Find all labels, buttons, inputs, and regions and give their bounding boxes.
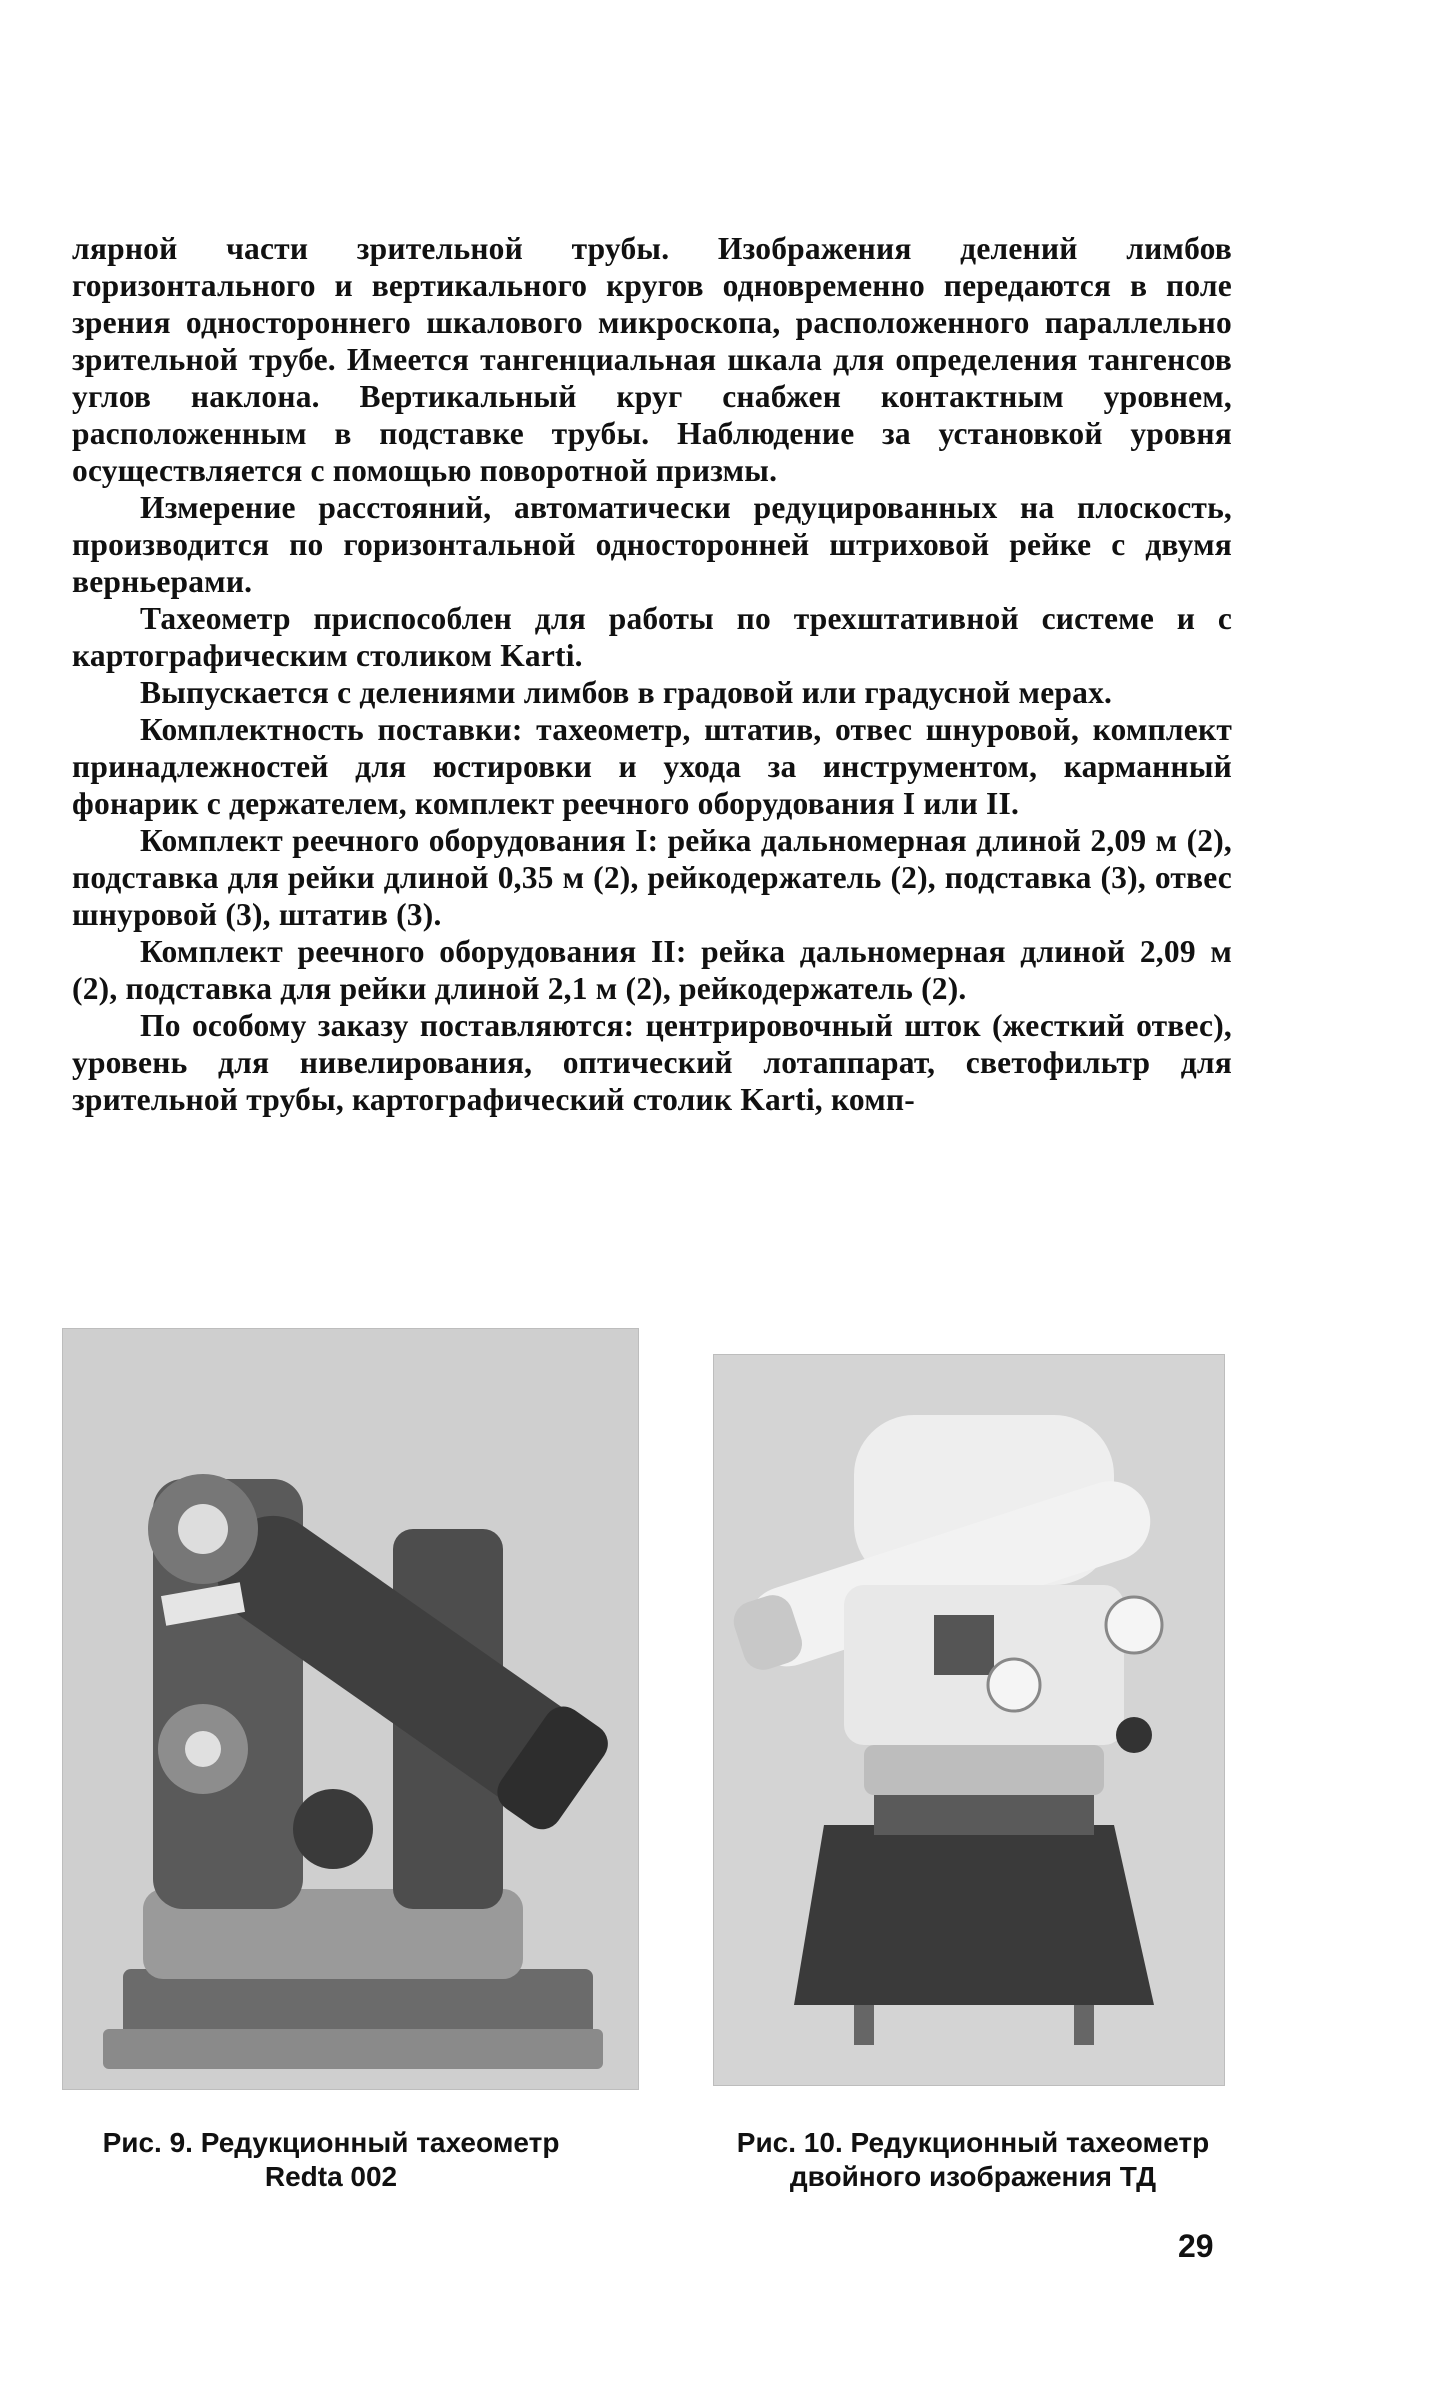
paragraph: Измерение расстояний, автоматически редуцированных на плоскость, производится по горизонтальной односторонней штриховой рейке с двумя верньерами. bbox=[72, 490, 1232, 599]
paragraph: Комплектность поставки: тахеометр, штатив, отвес шнуровой, комплект принадлежностей для юстировки и ухода за инструментом, карманный фонарик с держателем, комплект реечного оборудования I или II. bbox=[72, 712, 1232, 821]
body-text bbox=[72, 230, 1232, 1118]
paragraph: Комплект реечного оборудования II: рейка дальномерная длиной 2,09 м (2), подставка для рейки длиной 2,1 м (2), рейкодержатель (2). bbox=[72, 934, 1232, 1006]
figure-9-caption: Рис. 9. Редукционный тахеометр Redta 002 bbox=[102, 2127, 560, 2192]
paragraph: Комплект реечного оборудования I: рейка дальномерная длиной 2,09 м (2), подставка для рейки длиной 0,35 м (2), рейкодержатель (2), подставка (3), отвес шнуровой (3), штатив (3). bbox=[72, 823, 1232, 932]
page-number: 29 bbox=[1178, 2228, 1214, 2264]
paragraph: Тахеометр приспособлен для работы по трехштативной системе и с картографическим столиком Karti. bbox=[72, 601, 1232, 673]
paragraph: Выпускается с делениями лимбов в градовой или градусной мерах. bbox=[140, 675, 1113, 710]
paragraph: лярной части зрительной трубы. Изображения делений лимбов горизонтального и вертикального кругов одновременно передаются в поле зрения одностороннего шкалового микроскопа, расположенного параллельно зрительной трубе. Имеется тангенциальная шкала для определения тангенсов углов наклона. Вертикальный круг снабжен контактным уровнем, расположенным в подставке трубы. Наблюдение за установкой уровня осуществляется с помощью поворотной призмы. bbox=[72, 231, 1232, 488]
figure-10-caption: Рис. 10. Редукционный тахеометр двойного изображения ТД bbox=[736, 2127, 1210, 2192]
paragraph: По особому заказу поставляются: центрировочный шток (жесткий отвес), уровень для нивелирования, оптический лотаппарат, светофильтр для зрительной трубы, картографический столик Karti, комп- bbox=[72, 1008, 1232, 1117]
figure-9-photo bbox=[62, 1328, 639, 2090]
figure-10-photo bbox=[713, 1354, 1225, 2086]
